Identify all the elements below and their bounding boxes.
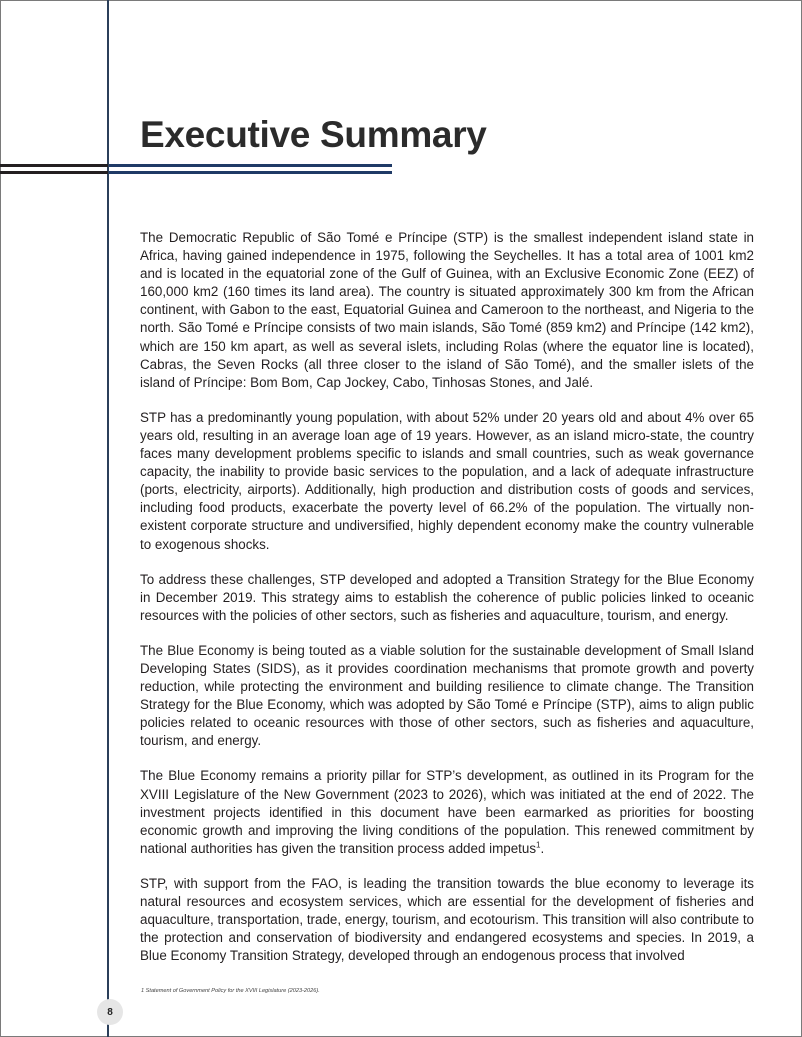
page-number: 8 [107, 1006, 113, 1018]
footnote-reference[interactable]: 1 [536, 840, 541, 850]
paragraph-5-end: . [540, 840, 545, 856]
title-underline-navy-top [109, 164, 392, 167]
footnote: 1 Statement of Government Policy for the XVIII Legislature (2023-2026). [141, 988, 320, 994]
paragraph-1: The Democratic Republic of São Tomé e Príncipe (STP) is the smallest independent island state in Africa, having gained independence in 1975, following the Seychelles. It has a total area of 1001 km2 and is located in the equatorial zone of the Gulf of Guinea, with an Exclusive Economic Zone (EEZ) of 160,000 km2 (160 times its land area). The country is situated approximately 300 km from the African continent, with Gabon to the east, Equatorial Guinea and Cameroon to the northeast, and Nigeria to the north. São Tomé e Príncipe consists of two main islands, São Tomé (859 km2) and Príncipe (142 km2), which are 150 km apart, as well as several islets, including Rolas (where the equator line is located), Cabras, the Seven Rocks (all three closer to the island of São Tomé), and the smaller islets of the island of Príncipe: Bom Bom, Cap Jockey, Cabo, Tinhosas Stones, and Jalé. [140, 230, 754, 390]
paragraph-2: STP has a predominantly young population, with about 52% under 20 years old and about 4% over 65 years old, resulting in an average loan age of 19 years. However, as an island micro-state, the country faces many development problems specific to islands and small countries, such as weak governance capacity, the inability to provide basic services to the population, and a lack of adequate infrastructure (ports, electricity, airports). Additionally, high production and distribution costs of goods and services, including food products, exacerbate the poverty level of 66.2% of the population. The virtually non-existent corporate structure and undiversified, highly dependent economy make the country vulnerable to exogenous shocks. [140, 409, 754, 552]
paragraph-5 [140, 767, 754, 857]
title-underline-black-top [0, 164, 108, 167]
paragraph-5-text: The Blue Economy remains a priority pillar for STP’s development, as outlined in its Program for the XVIII Legislature of the New Government (2023 to 2026), which was initiated at the end of 2022. The investment projects identified in this document have been earmarked as priorities for boosting economic growth and improving the living conditions of the population. This renewed commitment by national authorities has given the transition process added impetus [140, 768, 754, 856]
paragraph-6: STP, with support from the FAO, is leading the transition towards the blue economy to leverage its natural resources and ecosystem services, which are essential for the development of fisheries and aquaculture, transportation, trade, energy, tourism, and ecotourism. This transition will also contribute to the protection and conservation of biodiversity and endangered ecosystems and species. In 2019, a Blue Economy Transition Strategy, developed through an endogenous process that involved [140, 875, 754, 964]
paragraph-3: To address these challenges, STP developed and adopted a Transition Strategy for the Blue Economy in December 2019. This strategy aims to establish the coherence of public policies linked to oceanic resources with the policies of other sectors, such as fisheries and aquaculture, tourism, and energy. [140, 571, 754, 623]
page-title: Executive Summary [140, 114, 487, 155]
body-text [140, 229, 754, 982]
vertical-margin-rule [107, 0, 109, 1037]
title-underline-navy-bottom [109, 171, 392, 174]
title-underline-black-bottom [0, 171, 108, 174]
page-number-badge [97, 999, 123, 1025]
paragraph-4: The Blue Economy is being touted as a viable solution for the sustainable development of Small Island Developing States (SIDS), as it provides coordination mechanisms that promote growth and poverty reduction, while protecting the environment and building resilience to climate change. The Transition Strategy for the Blue Economy, which was adopted by São Tomé e Príncipe (STP), aims to align public policies related to oceanic resources with those of other sectors, such as fisheries and aquaculture, tourism, and energy. [140, 642, 754, 749]
